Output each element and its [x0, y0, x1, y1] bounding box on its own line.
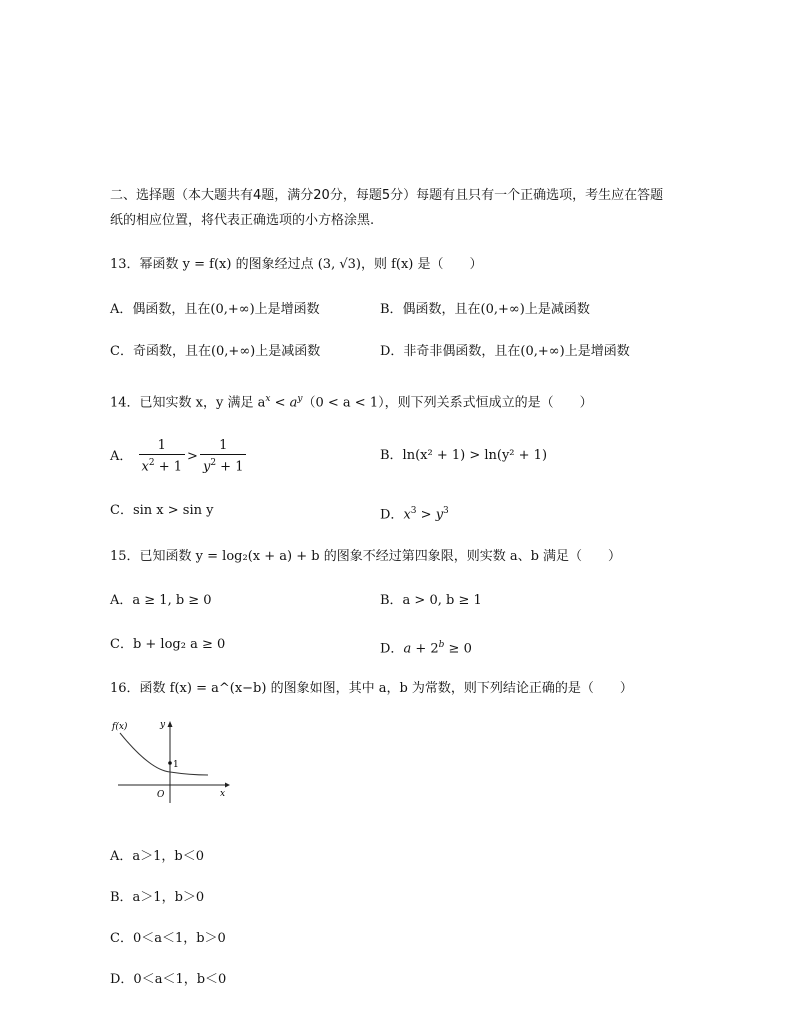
q15-option-b: B．a > 0, b ≥ 1 — [380, 593, 482, 608]
q16-stem: 16．函数 f(x) = a^(x−b) 的图象如图，其中 a，b 为常数，则下列结论正确的是（ ） — [110, 681, 633, 696]
q14-option-d: D．$x^3 > y^3$ — [380, 506, 449, 523]
origin-label: O — [157, 790, 165, 800]
y-axis-arrow — [168, 721, 173, 727]
x-label: x — [220, 789, 226, 799]
q13-option-b: B．偶函数，且在(0,+∞)上是减函数 — [380, 302, 590, 317]
q14-option-b: B．ln(x² + 1) > ln(y² + 1) — [380, 448, 548, 463]
q14-stem: 14．已知实数 x，y 满足 $a^x < a^y(0 < a < 1)$，则下列关系式恒成立的是（ ） — [110, 394, 593, 411]
q13-option-c: C．奇函数，且在(0,+∞)上是减函数 — [110, 344, 321, 359]
one-label: 1 — [173, 760, 179, 770]
x-axis-arrow — [225, 783, 230, 788]
q13-option-d: D．非奇非偶函数，且在(0,+∞)上是增函数 — [380, 344, 630, 359]
q13-stem: 13．幂函数 y = f(x) 的图象经过点 (3, √3)，则 f(x) 是（ ） — [110, 257, 483, 272]
q15-option-d: D．$a + 2^b \ge 0$ — [380, 640, 472, 657]
q16-function-graph — [110, 715, 235, 805]
q14-option-c: C．sin x > sin y — [110, 503, 214, 518]
q16-option-a: A．a＞1，b＜0 — [110, 849, 205, 864]
q15-option-a: A．a ≥ 1, b ≥ 0 — [110, 593, 212, 608]
exponential-curve — [120, 733, 208, 775]
fx-label: f(x) — [112, 722, 128, 732]
q15-option-c: C．b + log₂ a ≥ 0 — [110, 637, 226, 652]
intercept-point — [168, 761, 172, 765]
section-intro-line-1: 二、选择题（本大题共有4题，满分20分，每题5分）每题有且只有一个正确选项，考生应在答题 — [110, 188, 664, 203]
q13-option-a: A．偶函数，且在(0,+∞)上是增函数 — [110, 302, 320, 317]
q16-option-b: B．a＞1，b＞0 — [110, 890, 205, 905]
q16-option-d: D．0＜a＜1，b＜0 — [110, 972, 227, 987]
y-label: y — [160, 720, 166, 730]
q16-option-c: C．0＜a＜1，b＞0 — [110, 931, 226, 946]
section-intro-line-2: 纸的相应位置，将代表正确选项的小方格涂黑. — [110, 213, 375, 228]
q15-stem: 15．已知函数 y = log₂(x + a) + b 的图象不经过第四象限，则实数 a、b 满足（ ） — [110, 549, 622, 564]
q14-option-a: A． $\frac{1}{x^2 + 1}$ > $\frac{1}{y^2 + 1}$ — [110, 438, 248, 475]
